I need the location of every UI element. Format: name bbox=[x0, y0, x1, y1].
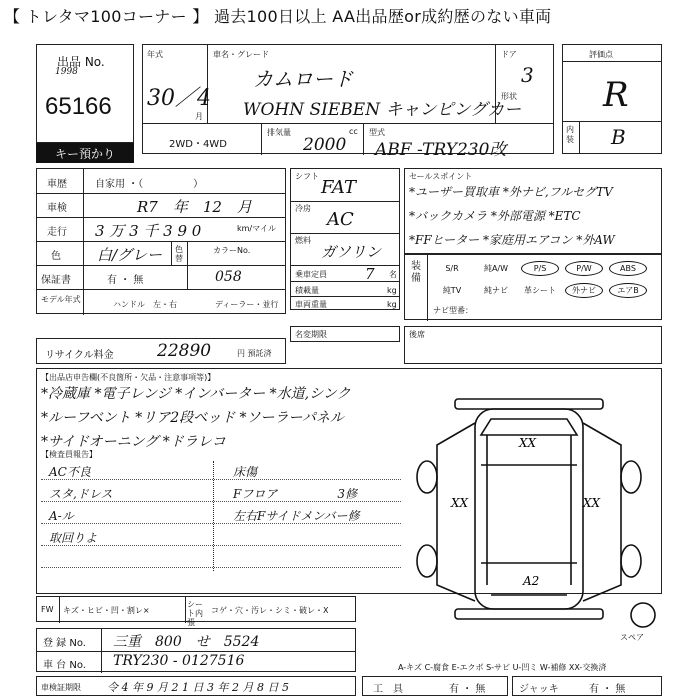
name-change-box bbox=[290, 326, 400, 342]
selling-label: セールスポイント bbox=[409, 172, 473, 181]
capacity-label: 乗車定員 bbox=[295, 270, 327, 279]
spare-label: スペア bbox=[620, 633, 644, 642]
equip-item: ABS bbox=[609, 261, 647, 276]
jack-label: ジャッキ bbox=[519, 684, 559, 695]
sheet-title: 【 トレタマ100コーナー 】 過去100日以上 AA出品歴or成約歴のない車両 bbox=[4, 7, 552, 26]
dealer-label: ディーラー・並行 bbox=[215, 300, 279, 309]
seat-text: コゲ・穴・汚レ・シミ・破レ・X bbox=[211, 606, 329, 615]
ac-value: AC bbox=[327, 209, 354, 230]
damage-mark-left: XX bbox=[451, 496, 469, 510]
equip-item: 純A/W bbox=[483, 264, 509, 273]
fw-text: キズ・ヒビ・凹・割レ× bbox=[63, 606, 150, 615]
color-value: 白/グレー bbox=[97, 246, 163, 264]
month-unit: 月 bbox=[195, 112, 203, 121]
selling-line: *FFヒーター *家庭用エアコン *外AW bbox=[409, 233, 615, 247]
vehicle-header-box bbox=[142, 44, 554, 160]
equip-item: 革シート bbox=[524, 286, 556, 295]
inspector-note: 床傷 bbox=[233, 465, 258, 479]
weight-unit: kg bbox=[387, 300, 397, 309]
lot-prefix: 1998 bbox=[55, 67, 78, 77]
ac-label: 冷房 bbox=[295, 204, 311, 213]
car-damage-diagram bbox=[407, 395, 661, 629]
store-line: *ルーフベント *リア2段ベッド *ソーラーパネル bbox=[41, 410, 344, 426]
equip-item: P/W bbox=[565, 261, 603, 276]
equip-item: S/R bbox=[445, 264, 459, 273]
doors-value: 3 bbox=[521, 63, 534, 87]
equip-item: 純ナビ bbox=[484, 286, 508, 295]
inspector-note: Fフロア 3修 bbox=[233, 487, 357, 501]
steering-label: ハンドル 左・右 bbox=[113, 300, 177, 309]
notes-box bbox=[36, 368, 662, 594]
year-label: 年式 bbox=[147, 50, 163, 59]
score-label: 評価点 bbox=[589, 50, 613, 59]
equip-item: 外ナビ bbox=[565, 283, 603, 298]
cert-box bbox=[36, 676, 356, 696]
model-row-label: モデル年式 bbox=[41, 295, 81, 304]
color-change-label: 色替 bbox=[175, 245, 183, 263]
weight-label: 車両重量 bbox=[295, 300, 327, 309]
reg-value: 三重 800 せ 5524 bbox=[113, 634, 260, 650]
grade-value: WOHN SIEBEN キャンピングカー bbox=[243, 100, 522, 120]
model-label: 型式 bbox=[369, 128, 385, 137]
interior-label: 内装 bbox=[566, 125, 574, 144]
equip-item: エアB bbox=[609, 283, 647, 298]
selling-points-box bbox=[404, 168, 662, 254]
inspector-label: 【検査員報告】 bbox=[41, 450, 97, 459]
inspector-note: 左右Fサイドメンバー修 bbox=[233, 509, 360, 523]
history-value: 自家用 ・（ ） bbox=[95, 179, 204, 190]
jack-value: 有 ・ 無 bbox=[589, 684, 626, 695]
mileage-value: 3 万 3 千 3 9 0 bbox=[95, 222, 202, 240]
cert-label: 車検証期限 bbox=[41, 683, 81, 692]
chassis-value: TRY230 - 0127516 bbox=[113, 653, 245, 669]
store-label: 【出品店申告欄(不良箇所・欠品・注意事項等)】 bbox=[41, 373, 216, 382]
lot-box bbox=[36, 44, 134, 143]
capacity-value: 7 bbox=[365, 265, 375, 283]
doors-label: ドア bbox=[501, 50, 517, 59]
selling-line: *バックカメラ *外部電源 *ETC bbox=[409, 209, 581, 223]
rear-seat-box bbox=[404, 326, 662, 364]
capacity-unit: 名 bbox=[389, 270, 397, 279]
color-no-label: カラーNo. bbox=[213, 246, 251, 255]
left-info-table bbox=[36, 168, 286, 314]
equip-label: 装備 bbox=[411, 261, 421, 284]
store-line: *サイドオーニング *ドラレコ bbox=[41, 434, 226, 450]
history-label: 車歴 bbox=[47, 179, 67, 190]
recycle-unit: 円 預託済 bbox=[237, 349, 272, 358]
damage-mark-top: XX bbox=[519, 436, 537, 450]
registration-box bbox=[36, 628, 356, 672]
inspection-label: 車検 bbox=[47, 203, 67, 214]
name-label: 車名・グレード bbox=[213, 50, 269, 59]
key-label: キー預かり bbox=[54, 146, 115, 161]
fw-seat-row bbox=[36, 596, 356, 627]
lot-number: 65166 bbox=[45, 93, 112, 120]
score-value: R bbox=[603, 75, 629, 115]
jack-box bbox=[512, 676, 662, 696]
middle-info-table bbox=[290, 168, 400, 310]
recycle-label: リサイクル料金 bbox=[45, 350, 114, 361]
damage-mark-right: XX bbox=[583, 496, 601, 510]
interior-value: B bbox=[611, 125, 626, 149]
inspector-note: A-ル bbox=[49, 509, 74, 523]
fuel-label: 燃料 bbox=[295, 236, 311, 245]
mileage-unit: km/マイル bbox=[237, 224, 276, 233]
displacement-value: 2000 bbox=[303, 135, 347, 155]
store-line: *冷蔵庫 *電子レンジ *インバーター *水道,シンク bbox=[41, 386, 351, 402]
warranty-value: 有 ・ 無 bbox=[107, 275, 144, 286]
equipment-box bbox=[404, 254, 662, 320]
recycle-box bbox=[36, 338, 286, 364]
tools-box bbox=[362, 676, 508, 696]
name-value: カムロード bbox=[253, 67, 353, 91]
cert-value: 令 4 年 9 月 2 1 日 3 年 2 月 8 日 5 bbox=[107, 681, 289, 694]
shape-label: 形状 bbox=[501, 92, 517, 101]
load-unit: kg bbox=[387, 286, 397, 295]
lot-label: 出品 No. bbox=[57, 55, 105, 69]
inspection-value: R7 年 12 月 bbox=[137, 198, 252, 216]
color-label: 色 bbox=[51, 251, 61, 262]
drive-label: 2WD・4WD bbox=[169, 139, 227, 150]
inspector-note: AC不良 bbox=[49, 465, 91, 479]
selling-line: *ユーザー買取車 *外ナビ,フルセグTV bbox=[409, 185, 613, 199]
damage-legend: A-キズ C-腐食 E-エクボ S-サビ U-凹ミ W-補修 XX-交換済 bbox=[398, 663, 607, 672]
inspector-note: 取回りよ bbox=[49, 531, 98, 545]
cc-unit: cc bbox=[349, 127, 358, 136]
color-no-value: 058 bbox=[215, 269, 242, 285]
name-change-label: 名変期限 bbox=[295, 330, 327, 339]
warranty-label: 保証書 bbox=[41, 275, 71, 286]
rear-seat-label: 後席 bbox=[409, 330, 425, 339]
key-badge bbox=[36, 143, 134, 163]
equip-item: P/S bbox=[521, 261, 559, 276]
displacement-label: 排気量 bbox=[267, 128, 291, 137]
tools-label: 工 具 bbox=[373, 684, 403, 695]
seat-label: シート内張 bbox=[187, 600, 203, 627]
fuel-value: ガソリン bbox=[321, 243, 382, 261]
fw-label: FW bbox=[41, 605, 54, 614]
damage-mark-bottom: A2 bbox=[523, 574, 540, 588]
reg-label: 登 録 No. bbox=[43, 638, 86, 649]
year-value: 30／4 bbox=[147, 86, 211, 111]
model-value: ABF -TRY230改 bbox=[375, 140, 507, 160]
navi-label: ナビ型番： bbox=[433, 306, 473, 315]
shift-value: FAT bbox=[321, 177, 356, 198]
chassis-label: 車 台 No. bbox=[43, 660, 86, 671]
equip-item: 純TV bbox=[442, 286, 462, 295]
recycle-value: 22890 bbox=[157, 341, 212, 361]
mileage-label: 走行 bbox=[47, 227, 67, 238]
shift-label: シフト bbox=[295, 172, 319, 181]
score-box bbox=[562, 44, 662, 154]
inspector-note: スタ,ドレス bbox=[49, 487, 113, 501]
load-label: 積載量 bbox=[295, 286, 319, 295]
tools-value: 有 ・ 無 bbox=[449, 684, 486, 695]
